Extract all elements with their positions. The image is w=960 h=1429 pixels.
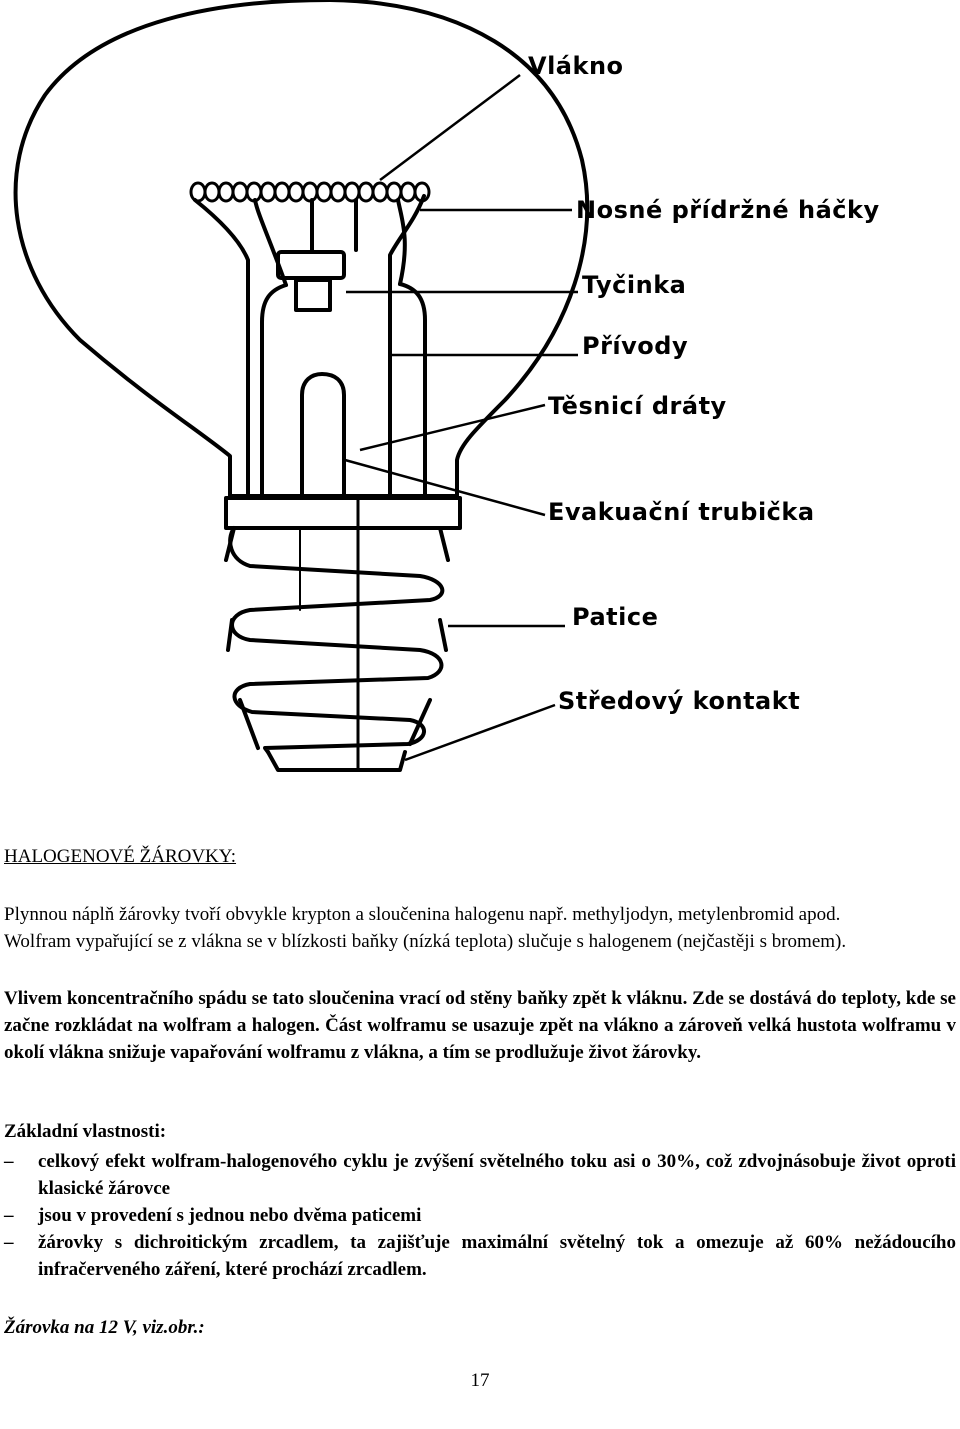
center-hook-wire: [312, 200, 356, 250]
intro-paragraph: [4, 901, 956, 955]
list-item: [4, 1202, 956, 1229]
leader-center-contact: [405, 705, 555, 760]
bullet-dash: –: [4, 1205, 14, 1226]
properties-list: [4, 1148, 956, 1283]
leader-filament: [380, 75, 520, 180]
label-support-hooks: Nosné přídržné háčky: [576, 196, 880, 224]
section-title: HALOGENOVÉ ŽÁROVKY:: [4, 846, 237, 867]
leader-seal-wires: [360, 405, 545, 450]
bold-paragraph-text: Vlivem koncentračního spádu se tato sloučenina vrací od stěny baňky zpět k vláknu. Zde se dostává do teploty, kde se začne rozkládat na wolfram a halogen. Část wolframu se usazuje zpět na vlákno a zároveň velká hustota wolframu v okolí vlákna snižuje vapařování wolframu z vlákna, a tím se prodlužuje život žárovky.: [4, 988, 956, 1063]
base-thread: [230, 528, 442, 752]
bullet-dash: –: [4, 1151, 14, 1172]
list-item-text: jsou v provedení s jednou nebo dvěma paticemi: [38, 1205, 422, 1226]
list-item-text: žárovky s dichroitickým zrcadlem, ta zajišťuje maximální světelný tok a omezuje až 60% nežádoucího infračerveného záření, které prochází zrcadlem.: [38, 1232, 956, 1280]
label-leads: Přívody: [582, 332, 689, 360]
intro-line-1: Plynnou náplň žárovky tvoří obvykle krypton a sloučenina halogenu např. methyljodyn, metylenbromid apod.: [4, 904, 841, 925]
label-rod: Tyčinka: [582, 271, 687, 299]
label-seal-wires: Těsnicí dráty: [548, 392, 727, 420]
label-exhaust-tube: Evakuační trubička: [548, 498, 815, 526]
figure-caption: Žárovka na 12 V, viz.obr.:: [4, 1317, 205, 1338]
label-base: Patice: [572, 603, 659, 631]
rod-button: [278, 252, 344, 278]
center-contact-shape: [268, 752, 405, 770]
label-center-contact: Středový kontakt: [558, 687, 801, 715]
bullet-dash: –: [4, 1232, 14, 1253]
list-item-text: celkový efekt wolfram-halogenového cyklu je zvýšení světelného toku asi o 30%, což zdvojnásobuje život oproti klasické žárovce: [38, 1151, 956, 1199]
rod-cap: [296, 280, 330, 310]
lead-wire-right: [390, 196, 424, 496]
label-filament: Vlákno: [528, 52, 624, 80]
intro-line-2: Wolfram vypařující se z vlákna se v blízkosti baňky (nízká teplota) slučuje s halogenem (nejčastěji s bromem).: [4, 931, 847, 952]
list-item: [4, 1148, 956, 1202]
page-number: 17: [470, 1370, 490, 1391]
filament-coil: [191, 183, 429, 201]
properties-title: Základní vlastnosti:: [4, 1121, 167, 1142]
stem-glass-left: [262, 285, 286, 498]
stem-glass-right: [400, 284, 425, 498]
exhaust-tube-shape: [302, 374, 344, 496]
bold-paragraph: [4, 985, 956, 1066]
base-side-right: [410, 528, 448, 744]
leader-exhaust-tube: [345, 460, 545, 515]
list-item: [4, 1229, 956, 1283]
base-collar: [226, 498, 460, 528]
hook-wire-left: [255, 200, 286, 285]
leader-lines: [345, 75, 578, 760]
